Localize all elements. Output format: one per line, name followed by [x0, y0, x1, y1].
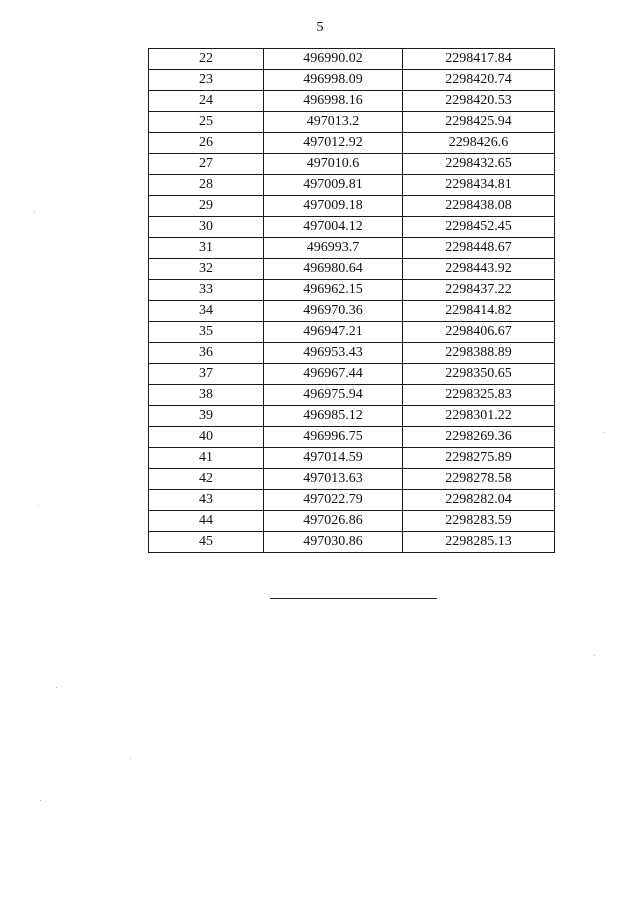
table-row [149, 259, 555, 280]
scan-speck [603, 432, 604, 433]
scan-speck [38, 505, 39, 506]
coordinates-table [148, 48, 555, 553]
y-coordinate-cell: 2298301.22 [403, 406, 555, 427]
table-row [149, 511, 555, 532]
point-number-cell: 25 [149, 112, 264, 133]
table-row [149, 196, 555, 217]
point-number-cell: 39 [149, 406, 264, 427]
point-number-cell: 27 [149, 154, 264, 175]
y-coordinate-cell: 2298406.67 [403, 322, 555, 343]
table-row [149, 532, 555, 553]
x-coordinate-cell: 496967.44 [264, 364, 403, 385]
x-coordinate-cell: 496975.94 [264, 385, 403, 406]
table-row [149, 217, 555, 238]
point-number-cell: 35 [149, 322, 264, 343]
table-row [149, 385, 555, 406]
scan-speck [130, 758, 131, 759]
table-row [149, 448, 555, 469]
table-row [149, 280, 555, 301]
y-coordinate-cell: 2298282.04 [403, 490, 555, 511]
point-number-cell: 45 [149, 532, 264, 553]
y-coordinate-cell: 2298325.83 [403, 385, 555, 406]
y-coordinate-cell: 2298420.53 [403, 91, 555, 112]
y-coordinate-cell: 2298278.58 [403, 469, 555, 490]
y-coordinate-cell: 2298443.92 [403, 259, 555, 280]
closing-rule [270, 598, 437, 599]
table-row [149, 301, 555, 322]
x-coordinate-cell: 496993.7 [264, 238, 403, 259]
table-row [149, 238, 555, 259]
table-row [149, 343, 555, 364]
table-row [149, 112, 555, 133]
x-coordinate-cell: 497013.2 [264, 112, 403, 133]
y-coordinate-cell: 2298388.89 [403, 343, 555, 364]
point-number-cell: 33 [149, 280, 264, 301]
x-coordinate-cell: 497009.81 [264, 175, 403, 196]
y-coordinate-cell: 2298437.22 [403, 280, 555, 301]
table-row [149, 49, 555, 70]
point-number-cell: 44 [149, 511, 264, 532]
y-coordinate-cell: 2298426.6 [403, 133, 555, 154]
point-number-cell: 37 [149, 364, 264, 385]
y-coordinate-cell: 2298452.45 [403, 217, 555, 238]
x-coordinate-cell: 497026.86 [264, 511, 403, 532]
table-row [149, 91, 555, 112]
point-number-cell: 38 [149, 385, 264, 406]
scan-speck [594, 655, 595, 656]
table-row [149, 322, 555, 343]
scan-speck [40, 800, 41, 801]
point-number-cell: 30 [149, 217, 264, 238]
x-coordinate-cell: 497010.6 [264, 154, 403, 175]
point-number-cell: 42 [149, 469, 264, 490]
point-number-cell: 34 [149, 301, 264, 322]
point-number-cell: 24 [149, 91, 264, 112]
table-row [149, 364, 555, 385]
table-row [149, 133, 555, 154]
y-coordinate-cell: 2298425.94 [403, 112, 555, 133]
x-coordinate-cell: 496962.15 [264, 280, 403, 301]
x-coordinate-cell: 497013.63 [264, 469, 403, 490]
x-coordinate-cell: 496998.16 [264, 91, 403, 112]
point-number-cell: 40 [149, 427, 264, 448]
page-number: 5 [316, 20, 324, 35]
y-coordinate-cell: 2298417.84 [403, 49, 555, 70]
y-coordinate-cell: 2298432.65 [403, 154, 555, 175]
x-coordinate-cell: 496947.21 [264, 322, 403, 343]
point-number-cell: 32 [149, 259, 264, 280]
y-coordinate-cell: 2298269.36 [403, 427, 555, 448]
point-number-cell: 28 [149, 175, 264, 196]
x-coordinate-cell: 496996.75 [264, 427, 403, 448]
table-row [149, 175, 555, 196]
x-coordinate-cell: 497009.18 [264, 196, 403, 217]
point-number-cell: 26 [149, 133, 264, 154]
y-coordinate-cell: 2298283.59 [403, 511, 555, 532]
y-coordinate-cell: 2298275.89 [403, 448, 555, 469]
scan-speck [56, 687, 57, 688]
point-number-cell: 43 [149, 490, 264, 511]
table-row [149, 70, 555, 91]
table-row [149, 406, 555, 427]
y-coordinate-cell: 2298420.74 [403, 70, 555, 91]
point-number-cell: 23 [149, 70, 264, 91]
y-coordinate-cell: 2298434.81 [403, 175, 555, 196]
x-coordinate-cell: 496998.09 [264, 70, 403, 91]
y-coordinate-cell: 2298448.67 [403, 238, 555, 259]
point-number-cell: 22 [149, 49, 264, 70]
x-coordinate-cell: 496985.12 [264, 406, 403, 427]
y-coordinate-cell: 2298285.13 [403, 532, 555, 553]
table-row [149, 427, 555, 448]
x-coordinate-cell: 497004.12 [264, 217, 403, 238]
table-row [149, 469, 555, 490]
x-coordinate-cell: 496953.43 [264, 343, 403, 364]
point-number-cell: 41 [149, 448, 264, 469]
x-coordinate-cell: 496990.02 [264, 49, 403, 70]
x-coordinate-cell: 497030.86 [264, 532, 403, 553]
x-coordinate-cell: 497012.92 [264, 133, 403, 154]
table-row [149, 154, 555, 175]
x-coordinate-cell: 497014.59 [264, 448, 403, 469]
y-coordinate-cell: 2298350.65 [403, 364, 555, 385]
x-coordinate-cell: 496970.36 [264, 301, 403, 322]
point-number-cell: 36 [149, 343, 264, 364]
point-number-cell: 31 [149, 238, 264, 259]
x-coordinate-cell: 496980.64 [264, 259, 403, 280]
y-coordinate-cell: 2298414.82 [403, 301, 555, 322]
scan-speck [34, 212, 35, 213]
table-row [149, 490, 555, 511]
y-coordinate-cell: 2298438.08 [403, 196, 555, 217]
point-number-cell: 29 [149, 196, 264, 217]
x-coordinate-cell: 497022.79 [264, 490, 403, 511]
coordinates-table-body [149, 49, 555, 553]
